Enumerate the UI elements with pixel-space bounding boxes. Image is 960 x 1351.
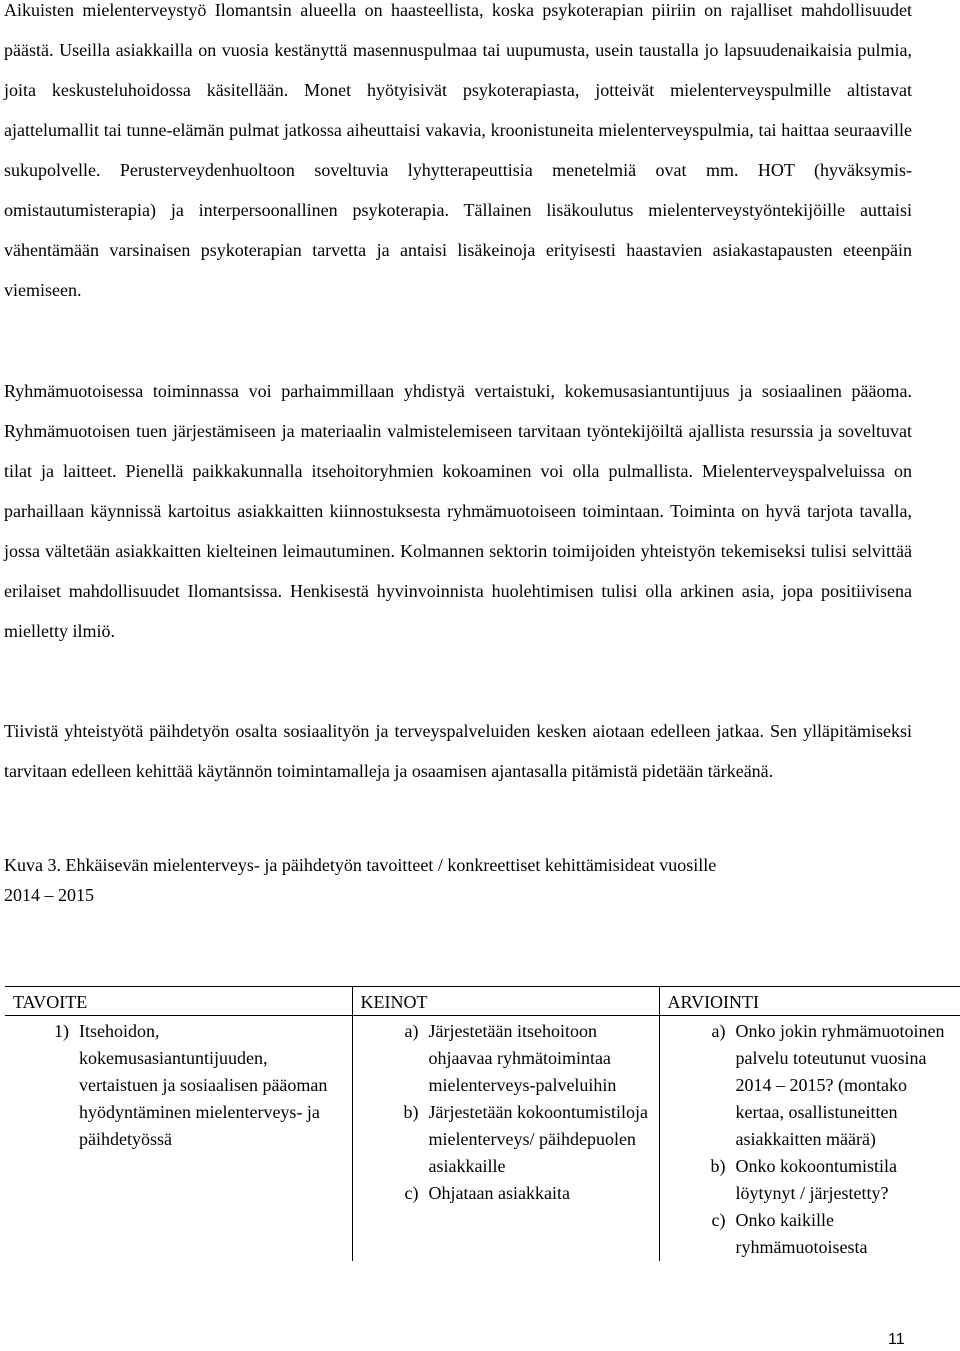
list-item — [660, 1153, 959, 1207]
figure-caption — [4, 850, 912, 910]
list-marker: b) — [403, 1102, 419, 1122]
list-item-text: Onko kaikille ryhmämuotoisesta — [735, 1210, 868, 1257]
paragraph-substance-work: Tiivistä yhteistyötä päihdetyön osalta sosiaalityön ja terveyspalveluiden kesken aiotaan edelleen jatkaa. Sen ylläpitämiseksi tarvitaan edelleen kehittää käytännön toimintamalleja ja osaamisen ajantasalla pitämistä pidetään tärkeänä. — [4, 721, 912, 781]
list-marker: c) — [711, 1210, 726, 1230]
list-item-text: Onko kokoontumistila löytynyt / järjestetty? — [735, 1156, 897, 1203]
list-item — [5, 1018, 348, 1153]
list-item — [353, 1180, 655, 1207]
list-item — [353, 1018, 655, 1099]
table-row — [5, 1016, 960, 1262]
list-marker: b) — [710, 1156, 726, 1176]
header-tavoite: TAVOITE — [5, 987, 352, 1016]
list-item — [353, 1099, 655, 1180]
keinot-list — [353, 1018, 655, 1207]
header-arviointi: ARVIOINTI — [659, 987, 960, 1016]
caption-line-2: 2014 – 2015 — [4, 885, 94, 905]
list-marker: c) — [404, 1183, 419, 1203]
list-item — [660, 1207, 959, 1261]
caption-line-1: Kuva 3. Ehkäisevän mielenterveys- ja päihdetyön tavoitteet / konkreettiset kehittämisideat vuosille — [4, 855, 717, 875]
tavoite-list — [5, 1018, 348, 1153]
list-item-text: Ohjataan asiakkaita — [428, 1183, 570, 1203]
list-marker: 1) — [54, 1021, 69, 1041]
list-marker: a) — [404, 1021, 419, 1041]
list-item-text: Onko jokin ryhmämuotoinen palvelu toteutunut vuosina 2014 – 2015? (montako kertaa, osallistuneitten asiakkaitten määrä) — [735, 1021, 945, 1149]
table-header-row — [5, 987, 960, 1016]
page-number: 11 — [888, 1331, 905, 1348]
cell-keinot — [352, 1016, 659, 1262]
arviointi-list — [660, 1018, 959, 1261]
list-item — [660, 1018, 959, 1153]
list-item-text: Järjestetään itsehoitoon ohjaavaa ryhmätoimintaa mielenterveys-palveluihin — [428, 1021, 617, 1095]
list-marker: a) — [711, 1021, 726, 1041]
paragraph-adult-mental-health: Aikuisten mielenterveystyö Ilomantsin alueella on haasteellista, koska psykoterapian piiriin on rajalliset mahdollisuudet päästä. Useilla asiakkailla on vuosia kestänyttä masennuspulmaa tai uupumusta, usein taustalla jo lapsuudenaikaisia pulmia, joita keskusteluhoidossa käsitellään. Monet hyötyisivät psykoterapiasta, jotteivät mielenterveyspulmille altistavat ajattelumallit tai tunne-elämän pulmat jatkossa aiheuttaisi vakavia, kroonistuneita mielenterveyspulmia, tai haittaa seuraaville sukupolvelle. Perusterveydenhuoltoon soveltuvia lyhytterapeuttisia menetelmiä ovat mm. HOT (hyväksymis- omistautumisterapia) ja interpersoonallinen psykoterapia. Tällainen lisäkoulutus mielenterveystyöntekijöille auttaisi vähentämään varsinaisen psykoterapian tarvetta ja antaisi lisäkeinoja erityisesti haastavien asiakastapausten eteenpäin viemiseen. — [4, 0, 912, 300]
list-item-text: Järjestetään kokoontumistiloja mielenterveys/ päihdepuolen asiakkaille — [428, 1102, 648, 1176]
paragraph-group-activities: Ryhmämuotoisessa toiminnassa voi parhaimmillaan yhdistyä vertaistuki, kokemusasiantuntijuus ja sosiaalinen pääoma. Ryhmämuotoisen tuen järjestämiseen ja materiaalin valmistelemiseen tarvitaan työntekijöiltä ajallista resurssia ja soveltuvat tilat ja laitteet. Pienellä paikkakunnalla itsehoitoryhmien kokoaminen voi olla pulmallista. Mielenterveyspalveluissa on parhaillaan käynnissä kartoitus asiakkaitten kiinnostuksesta ryhmämuotoiseen toimintaan. Toiminta on hyvä tarjota tavalla, jossa vältetään asiakkaitten kielteinen leimautuminen. Kolmannen sektorin toimijoiden yhteistyön tekemiseksi tulisi selvittää erilaiset mahdollisuudet Ilomantsissa. Henkisestä hyvinvoinnista huolehtimisen tulisi olla arkinen asia, jopa positiivisena mielletty ilmiö. — [4, 381, 912, 641]
goals-table — [5, 986, 960, 1261]
cell-tavoite — [5, 1016, 352, 1262]
list-item-text: Itsehoidon, kokemusasiantuntijuuden, vertaistuen ja sosiaalisen pääoman hyödyntäminen mielenterveys- ja päihdetyössä — [79, 1021, 328, 1149]
header-keinot: KEINOT — [352, 987, 659, 1016]
cell-arviointi — [659, 1016, 960, 1262]
